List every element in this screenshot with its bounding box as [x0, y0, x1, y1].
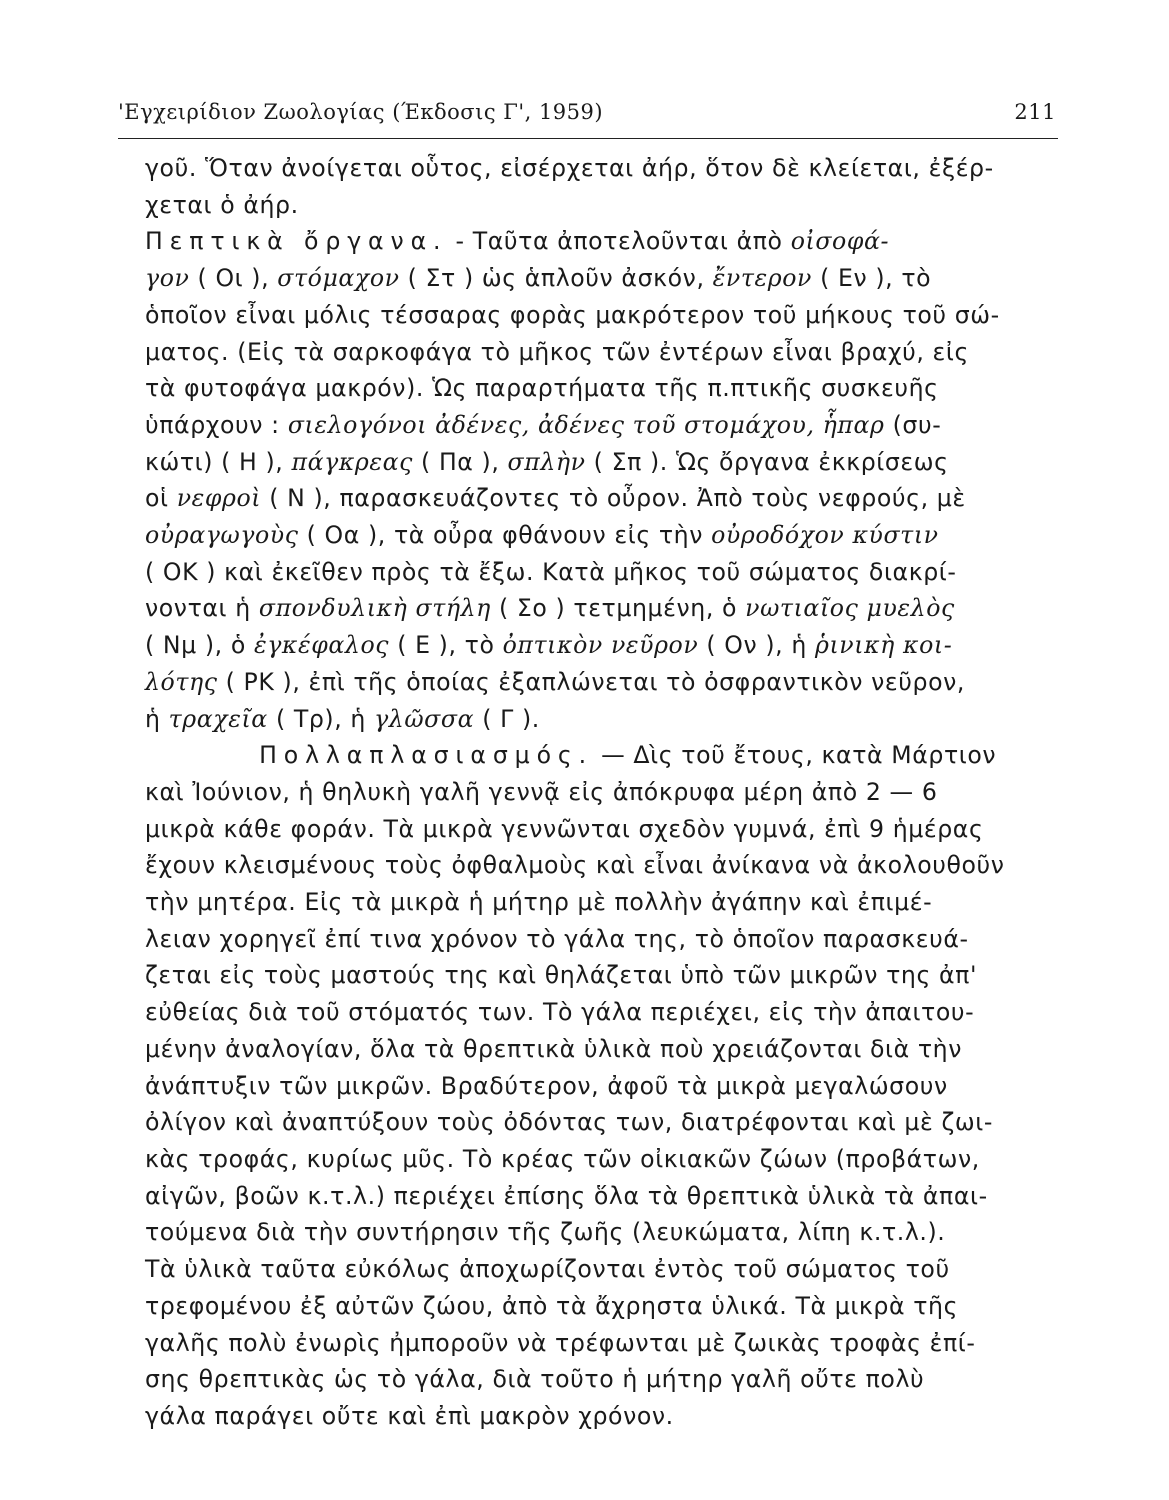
text-line	[145, 554, 1050, 591]
text-run: τὴν μητέρα. Εἰς τὰ μικρὰ ἡ μήτηρ μὲ πολλὴν ἀγάπην καὶ ἐπιμέ-	[145, 888, 933, 917]
text-run: οὐροδόχον κύστιν	[711, 521, 939, 550]
text-run: ( Ν ), παρασκευάζοντες τὸ οὖρον. Ἀπὸ τοὺς νεφρούς, μὲ	[261, 484, 966, 513]
text-line	[145, 1251, 1050, 1288]
text-run: οὐραγωγοὺς	[145, 521, 299, 550]
text-run: κὰς τροφάς, κυρίως μῦς. Τὸ κρέας τῶν οἰκιακῶν ζώων (προβάτων,	[145, 1144, 980, 1173]
text-run: ὀλίγον καὶ ἀναπτύξουν τοὺς ὀδόντας των, διατρέφονται καὶ μὲ ζωι-	[145, 1108, 993, 1137]
text-run: νεφροὶ	[176, 484, 262, 513]
text-run: ἐγκέφαλος	[253, 631, 390, 660]
text-run: λειαν χορηγεῖ ἐπί τινα χρόνον τὸ γάλα της, τὸ ὁποῖον παρασκευά-	[145, 924, 969, 953]
text-run: οἰσοφά-	[790, 227, 890, 256]
text-run: ( Ε ), τὸ	[389, 631, 503, 660]
text-run: πάγκρεας	[291, 447, 413, 476]
text-run: ὑπάρχουν :	[145, 410, 288, 439]
text-line	[145, 150, 1050, 187]
text-run: καὶ Ἰούνιον, ἡ θηλυκὴ γαλῆ γεννᾷ εἰς ἀπόκρυφα μέρη ἀπὸ 2 — 6	[145, 777, 938, 806]
text-run: κώτι) ( Η ),	[145, 447, 292, 476]
text-run: τρεφομένου ἐξ αὐτῶν ζώου, ἀπὸ τὰ ἄχρηστα ὑλικά. Τὰ μικρὰ τῆς	[145, 1291, 959, 1320]
text-run: ( Ον ), ἡ	[698, 631, 815, 660]
text-run: ( Σπ ). Ὡς ὄργανα ἐκκρίσεως	[585, 447, 949, 476]
text-run: εὐθείας διὰ τοῦ στόματός των. Τὸ γάλα περιέχει, εἰς τὴν ἀπαιτου-	[145, 998, 975, 1027]
page-number: 211	[1014, 100, 1056, 124]
text-line	[145, 1068, 1050, 1105]
text-run: τὰ φυτοφάγα μακρόν). Ὡς παραρτήματα τῆς π.πτικῆς συσκευῆς	[145, 374, 939, 403]
text-line	[145, 334, 1050, 371]
text-line	[145, 737, 1050, 774]
text-line	[145, 1104, 1050, 1141]
text-run: ματος. (Εἰς τὰ σαρκοφάγα τὸ μῆκος τῶν ἐντέρων εἶναι βραχύ, εἰς	[145, 337, 969, 366]
text-run: χεται ὁ ἀήρ.	[145, 190, 299, 219]
text-line	[145, 187, 1050, 224]
text-line	[145, 517, 1050, 554]
text-line	[145, 847, 1050, 884]
text-line	[145, 1288, 1050, 1325]
text-run: ( Οι ),	[189, 264, 278, 293]
text-run: τραχεῖα	[168, 704, 268, 733]
text-run: γαλῆς πολὺ ἐνωρὶς ἠμποροῦν νὰ τρέφωνται μὲ ζωικὰς τροφὰς ἐπί-	[145, 1328, 976, 1357]
text-run: σπλὴν	[507, 447, 586, 476]
text-run: μένην ἀναλογίαν, ὅλα τὰ θρεπτικὰ ὑλικὰ ποὺ χρειάζονται διὰ τὴν	[145, 1034, 962, 1063]
body-text	[145, 150, 1065, 1435]
text-run: ῥινικὴ κοι-	[814, 631, 953, 660]
text-run: λότης	[145, 667, 218, 696]
text-line	[145, 1325, 1050, 1362]
text-run: αἰγῶν, βοῶν κ.τ.λ.) περιέχει ἐπίσης ὅλα τὰ θρεπτικὰ ὑλικὰ τὰ ἀπαι-	[145, 1181, 988, 1210]
running-header	[118, 100, 1056, 124]
text-run: ( ΟΚ ) καὶ ἐκεῖθεν πρὸς τὰ ἔξω. Κατὰ μῆκος τοῦ σώματος διακρί-	[145, 557, 957, 586]
text-line	[145, 884, 1050, 921]
text-run: σπονδυλικὴ στήλη	[258, 594, 491, 623]
text-run: — Δὶς τοῦ ἔτους, κατὰ Μάρτιον	[593, 741, 997, 770]
text-line	[145, 297, 1050, 334]
text-line	[145, 1178, 1050, 1215]
text-run: σιελογόνοι ἀδένες, ἀδένες τοῦ στομάχου, ἧπαρ	[287, 410, 885, 439]
text-line	[145, 1031, 1050, 1068]
text-line	[145, 590, 1050, 627]
text-run: μικρὰ κάθε φοράν. Τὰ μικρὰ γεννῶνται σχεδὸν γυμνά, ἐπὶ 9 ἡμέρας	[145, 814, 984, 843]
text-run: ( Στ ) ὡς ἁπλοῦν ἀσκόν,	[399, 264, 713, 293]
text-run: Πεπτικὰ ὄργανα.	[145, 227, 448, 256]
text-run: οἱ	[145, 484, 177, 513]
text-run: νωτιαῖος μυελὸς	[745, 594, 955, 623]
text-line	[145, 994, 1050, 1031]
text-run: νονται ἡ	[145, 594, 259, 623]
text-run: ( Σο ) τετμημένη, ὁ	[490, 594, 746, 623]
text-run: ἡ	[145, 704, 169, 733]
text-run: ( Νμ ), ὁ	[145, 631, 254, 660]
text-line	[145, 774, 1050, 811]
text-run: ζεται εἰς τοὺς μαστούς της καὶ θηλάζεται ὑπὸ τῶν μικρῶν της ἀπ'	[145, 961, 978, 990]
text-line	[145, 444, 1050, 481]
text-line	[145, 1214, 1050, 1251]
text-run: γάλα παράγει οὔτε καὶ ἐπὶ μακρὸν χρόνον.	[145, 1401, 674, 1430]
text-run: ἀνάπτυξιν τῶν μικρῶν. Βραδύτερον, ἀφοῦ τὰ μικρὰ μεγαλώσουν	[145, 1071, 948, 1100]
text-run: ὀπτικὸν νεῦρον	[502, 631, 699, 660]
text-run: ( Πα ),	[412, 447, 508, 476]
text-line	[145, 370, 1050, 407]
text-run: ( Εν ), τὸ	[811, 264, 932, 293]
text-run: γοῦ. Ὅταν ἀνοίγεται οὗτος, εἰσέρχεται ἀήρ, ὅτον δὲ κλείεται, ἐξέρ-	[145, 154, 994, 182]
text-line	[145, 957, 1050, 994]
text-line	[145, 260, 1050, 297]
text-run: σης θρεπτικὰς ὡς τὸ γάλα, διὰ τοῦτο ἡ μήτηρ γαλῆ οὔτε πολὺ	[145, 1365, 925, 1394]
text-run: - Ταῦτα ἀποτελοῦνται ἀπὸ	[447, 227, 791, 256]
text-line	[145, 921, 1050, 958]
text-run: (συ-	[884, 410, 942, 439]
text-line	[145, 701, 1050, 738]
text-run: τούμενα διὰ τὴν συντήρησιν τῆς ζωῆς (λευκώματα, λίπη κ.τ.λ.).	[145, 1218, 946, 1247]
text-run: γον	[145, 264, 190, 293]
text-run: στόμαχον	[277, 264, 400, 293]
text-run: Τὰ ὑλικὰ ταῦτα εὐκόλως ἀποχωρίζονται ἐντὸς τοῦ σώματος τοῦ	[145, 1255, 950, 1284]
text-line	[145, 1361, 1050, 1398]
text-run: ( Τρ), ἡ	[267, 704, 375, 733]
text-line	[145, 627, 1050, 664]
text-line	[145, 664, 1050, 701]
text-run: ἔντερον	[712, 264, 812, 293]
text-run: ( ΡΚ ), ἐπὶ τῆς ὁποίας ἐξαπλώνεται τὸ ὀσφραντικὸν νεῦρον,	[217, 667, 966, 696]
text-line	[145, 1398, 1050, 1435]
text-line	[145, 480, 1050, 517]
text-line	[145, 407, 1050, 444]
text-line	[145, 811, 1050, 848]
text-run: ( Γ ).	[474, 704, 540, 733]
text-run: ἔχουν κλεισμένους τοὺς ὀφθαλμοὺς καὶ εἶναι ἀνίκανα νὰ ἀκολουθοῦν	[145, 851, 1005, 880]
text-run: Πολλαπλασιασμός.	[259, 741, 594, 770]
text-run: γλῶσσα	[374, 704, 475, 733]
text-run: ὁποῖον εἶναι μόλις τέσσαρας φορὰς μακρότερον τοῦ μήκους τοῦ σώ-	[145, 300, 1000, 329]
text-line	[145, 1141, 1050, 1178]
text-line	[145, 223, 1050, 260]
header-title: 'Εγχειρίδιον Ζωολογίας (Έκδοσις Γ', 1959)	[118, 100, 604, 124]
text-run: ( Οα ), τὰ οὖρα φθάνουν εἰς τὴν	[298, 521, 712, 550]
header-rule	[118, 138, 1058, 139]
